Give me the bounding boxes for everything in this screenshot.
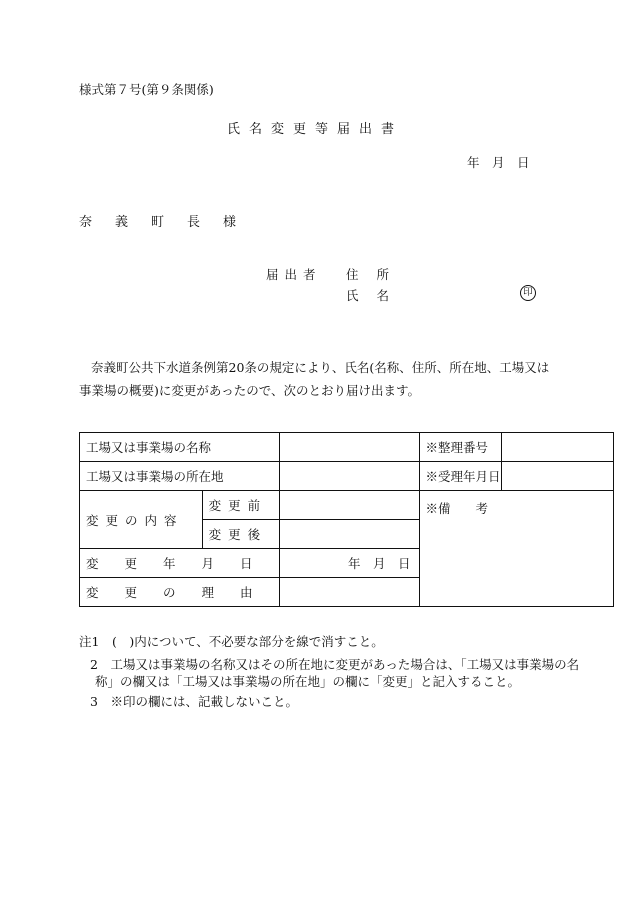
change-date-label: 変更年月日: [80, 549, 280, 578]
before-field[interactable]: [279, 491, 419, 520]
factory-location-label: 工場又は事業場の所在地: [80, 462, 280, 491]
change-content-label: 変更の内容: [80, 491, 203, 549]
note-2-cont: 称」の欄又は「工場又は事業場の所在地」の欄に「変更」と記入すること。: [95, 674, 521, 689]
seal-icon: 印: [520, 285, 536, 301]
form-number: 様式第７号(第９条関係): [79, 82, 214, 97]
name-label: 氏名: [346, 288, 408, 303]
after-label: 変更後: [202, 520, 279, 549]
factory-name-label: 工場又は事業場の名称: [80, 433, 280, 462]
note-3: 3 ※印の欄には、記載しないこと。: [90, 694, 298, 709]
before-label: 変更前: [202, 491, 279, 520]
received-date-label: ※受理年月日: [419, 462, 501, 491]
reason-field[interactable]: [279, 578, 419, 607]
change-date-field[interactable]: 年 月 日: [279, 549, 419, 578]
note-1: 注1 ( )内について、不必要な部分を線で消すこと。: [79, 634, 384, 649]
factory-location-field[interactable]: [279, 462, 419, 491]
after-field[interactable]: [279, 520, 419, 549]
addressee: 奈義町長様: [79, 215, 260, 230]
remarks-label: ※備 考: [425, 501, 489, 516]
ref-number-label: ※整理番号: [419, 433, 501, 462]
table-row: [80, 433, 614, 462]
body-text: 奈義町公共下水道条例第20条の規定により、氏名(名称、住所、所在地、工場又は事業場の概要)に変更があったので、次のとおり届け出ます。: [79, 360, 550, 398]
date-line: 年 月 日: [467, 155, 530, 170]
factory-name-field[interactable]: [279, 433, 419, 462]
applicant-role: 届出者: [266, 267, 322, 282]
received-date-field: [501, 462, 613, 491]
reason-label: 変更の理由: [80, 578, 280, 607]
ref-number-field: [501, 433, 613, 462]
table-row: [80, 462, 614, 491]
table-row: [80, 491, 614, 520]
note-2: 2 工場又は事業場の名称又はその所在地に変更があった場合は、「工場又は事業場の名: [90, 657, 580, 672]
address-label: 住所: [346, 267, 408, 282]
form-table: [79, 432, 614, 607]
document-title: 氏名変更等届出書: [227, 122, 404, 137]
remarks-cell: [419, 491, 613, 607]
